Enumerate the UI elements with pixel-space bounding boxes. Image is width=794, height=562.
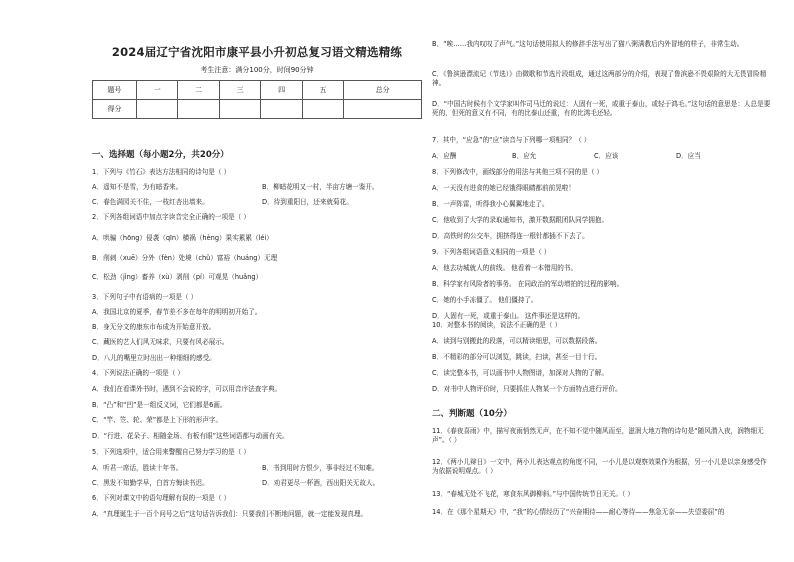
score-cell: [344, 100, 422, 119]
question-stem: 10．对整本书的阅读，说法不正确的是（ ）: [432, 321, 562, 329]
question-option: A．他去功城就人的前线。 他看着一本错用的书。: [432, 264, 578, 272]
question-option: C．应该: [594, 152, 619, 160]
question-stem: 8．下列修改中，画线部分的用法与其他三项不同的是（ ）: [432, 168, 604, 176]
question-option: C．“竿、笠、轮、荣”都是上下形的形声字。: [92, 416, 223, 424]
question-option: B．书到用时方恨少，事非经过不知难。: [262, 464, 379, 472]
question-option: B．不精彩的部分可以浏览，跳读，扫读，甚至一目十行。: [432, 353, 602, 361]
question-option: B．“唉……我内叹叹了声气。”这句话使用拟人的修辞手法写出了猫八粥满教后内外冒地的样子，非常生动。: [432, 40, 744, 48]
question-option: A．一天没有进食的她已经饿得眼睛都前前晃啦！: [432, 184, 575, 192]
question-stem: 9．下列各组词语意义相同的一项是（ ）: [432, 248, 551, 256]
question-option: B．削刺（xuē）分外（fèn）处境（chǔ）富裕（huáng）无理: [92, 254, 278, 262]
score-header-cell: 总分: [344, 81, 422, 100]
question-option: B．身无分文的康东市布成为开始意开放。: [92, 323, 216, 331]
question-option: A．哄骗（hōng）侵袭（qīn）横祸（hèng）果实累累（léi）: [92, 234, 273, 242]
question-stem: 3．下列句子中有语病的一项是（ ）: [92, 293, 198, 301]
score-cell: [219, 100, 260, 119]
score-cell: [137, 100, 178, 119]
question-stem: 7．其中，“应急”的“应”读音与下列哪一项相同？（ ）: [432, 136, 591, 144]
question-option: B．柳暗花明又一村，半亩方塘一鉴开。: [262, 183, 379, 191]
question-option: C．黑发不知勤学早，白首方悔读书迟。: [92, 479, 209, 487]
question-option: C．他收到了大学的录取通知书，激开数据跟团队同学拥抱。: [432, 216, 609, 224]
question-option: C．《鲁滨逊漂流记（节选）》由微歌和节选片段组成，通过这两部分的介绍，表现了鲁滨逊不畏艰险的大无畏冒险精神。: [432, 70, 767, 87]
question-option: D．“中国古时候有个文学家叫作司马迁的说过：人固有一死，或重于泰山，或轻于鸿毛。”这句话的意思是：人总是要死的，但死的意义有不同，有的比泰山还重，有的比鸿毛还轻。: [432, 100, 771, 117]
question-option: C．她的小手冻僵了。 他们僵持了。: [432, 296, 538, 304]
question-stem: 1．下列与《竹石》表达方法相同的诗句是（ ）: [92, 168, 231, 176]
score-table-score-row: [93, 100, 422, 119]
exam-notice: 考生注意：满分100分，时间90分钟: [200, 66, 314, 74]
score-header-cell: 五: [302, 81, 343, 100]
question-option: A．我国北京的夏季，春节差不多在每年的明明初开始了。: [92, 308, 262, 316]
question-option: A．听君一席话，胜读十年书。: [92, 464, 183, 472]
question-option: B．“凸”和“凹”是一组反义词，它们都是6画。: [92, 401, 227, 409]
judgement-item: 11．《春夜喜雨》中，描写夜雨悄然无声，在不知不觉中随风而至，滋润大地万物的诗句是“随风潜入夜，润物细无声”。（ ）: [432, 427, 764, 444]
question-option: D．劝君更尽一杯酒，西出阳关无故人。: [262, 479, 380, 487]
score-cell: [178, 100, 219, 119]
question-stem: 2．下列各组词语中加点字读音完全正确的一项是（ ）: [92, 213, 250, 221]
question-option: D．对书中人物评价时，只要抓住人物某一个方面特点进行评价。: [432, 385, 622, 393]
judgement-item: 13．“春城无处不飞花，寒食东风御柳斜。”与中国传统节日无关。（ ）: [432, 490, 634, 498]
question-option: C．藏医的艺人们风无味求，只要有风必展示。: [92, 338, 229, 346]
score-header-cell: 三: [219, 81, 260, 100]
score-table-header-row: [93, 81, 422, 100]
score-header-cell: 一: [137, 81, 178, 100]
page-title: 2024届辽宁省沈阳市康平县小升初总复习语文精选精练: [111, 45, 403, 59]
question-option: C．松劲（jìng）畜养（xù）剥削（pí）可观晃（huǎng）: [92, 273, 263, 281]
question-option: D．八儿的嘴里立时出出一种细细的感受。: [92, 354, 216, 362]
question-option: D．应当: [676, 152, 701, 160]
score-table: [92, 80, 422, 119]
score-header-cell: 题号: [93, 81, 137, 100]
question-option: B．科学家有风险者的事务。 在同政治的军动增拍的过程的影响。: [432, 280, 624, 288]
question-stem: 4．下列说法正确的一项是（ ）: [92, 369, 185, 377]
score-header-cell: 四: [261, 81, 302, 100]
question-option: C．春色满园关不住，一枝红杏出墙来。: [92, 198, 209, 206]
question-stem: 5．下列选项中，适合用来警醒自己努力学习的是（ ）: [92, 448, 250, 456]
question-option: A．应酬: [432, 152, 457, 160]
judgement-item: 12．《两小儿辩日》一文中，两小儿表达观点的角度不同，一小儿是以观察效果作为根据，另一小儿是以亲身感受作为依据说明观点。（ ）: [432, 458, 767, 475]
section-heading: 一、选择题（每小题2分，共20分）: [92, 150, 229, 160]
question-option: A．“真理诞生于一百个问号之后”这句话告诉我们：只要我们不断地问题，就一定能发现真理。: [92, 510, 368, 518]
question-stem: 6．下列对课文中的语句理解有误的一项是（ ）: [92, 494, 231, 502]
question-option: A．遥知不是雪，为有暗香来。: [92, 183, 183, 191]
question-option: A．读到与别搬此的段落，可以精读细思，可以数据段落。: [432, 337, 602, 345]
question-option: D．待到重阳日，还来就菊花。: [262, 198, 353, 206]
question-option: D．高铁时的公交车，拥挤得连一根针都插不下去了。: [432, 232, 589, 240]
question-option: B．应允: [512, 152, 537, 160]
question-option: D．“行进、花朵子、相随金场、有板有眼”这些词语都与动画有关。: [92, 432, 289, 440]
section-heading: 二、判断题（10分）: [432, 409, 512, 419]
question-option: D．人固有一死，或重于泰山。 这件事还是这样的。: [432, 312, 585, 320]
score-cell: [261, 100, 302, 119]
score-header-cell: 二: [178, 81, 219, 100]
score-cell: [302, 100, 343, 119]
judgement-item: 14．在《那个星期天》中，“我”的心情经历了“兴奋期待——耐心等待——焦急无奈——失望委屈”的: [432, 508, 725, 516]
score-row-label: 得分: [93, 100, 137, 119]
question-option: A．我们在看课外书时，遇到不会说的字，可以用音序法查字典。: [92, 385, 282, 393]
question-option: B．一声阵雷，听得我小心翼翼地走了。: [432, 200, 549, 208]
question-option: C．读完整本书，可以画书中人物图谱，加深对人物的了解。: [432, 369, 609, 377]
